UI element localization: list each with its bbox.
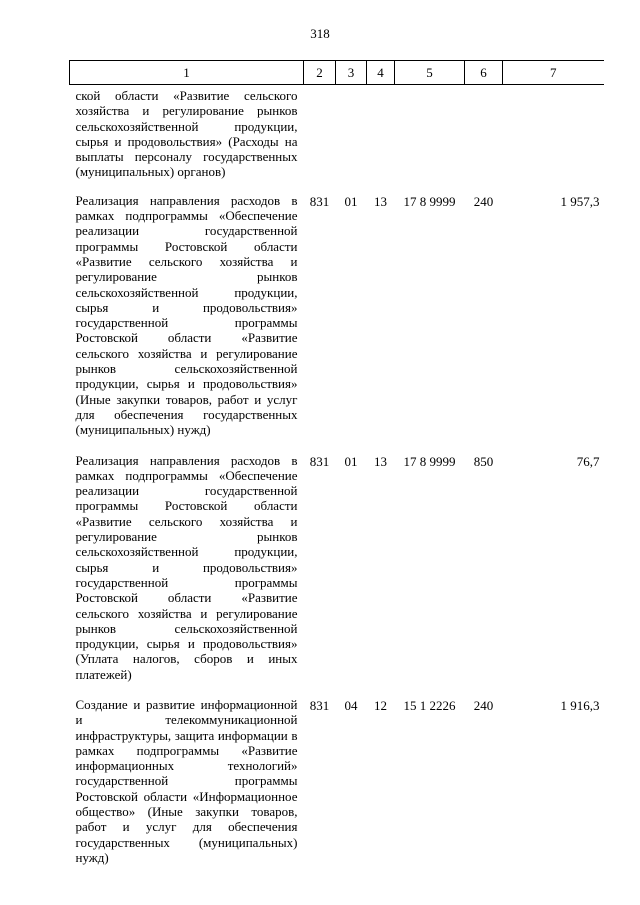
table-header — [70, 61, 604, 85]
cell-subsection — [367, 85, 395, 192]
cell-subsection: 13 — [374, 453, 387, 469]
cell-target-article: 15 1 2226 — [403, 697, 456, 713]
cell-amount: 1 957,3 — [560, 193, 600, 209]
page-number: 318 — [310, 26, 330, 41]
header-row — [70, 61, 604, 85]
row-description: Реализация направления расходов в рамках подпрограммы «Обеспечение реализации государственной программы Ростовской области «Развитие сельского хозяйства и регулирование рынков сельскохозяйственной продукции, сырья и продовольствия» государственной программы Ростовской области «Развитие сельского хозяйства и регулирование рынков сельскохозяйственной продукции, сырья и продовольствия» (Иные закупки товаров, работ и услуг для обеспечения государственных (муниципальных) нужд) — [75, 192, 298, 438]
cell-section: 01 — [344, 453, 358, 469]
cell-target-article: 17 8 9999 — [403, 453, 456, 469]
row-description: ской области «Развитие сельского хозяйства и регулирование рынков сельскохозяйственной продукции, сырья и продовольствия» (Расходы на выплаты персоналу государственных (муниципальных) органов) — [75, 88, 298, 180]
column-header-5: 5 — [395, 61, 465, 85]
table-row — [70, 85, 604, 192]
row-description: Создание и развитие информационной и телекоммуникационной инфраструктуры, защита информации в рамках подпрограммы «Развитие информационных технологий» государственной программы Ростовской области «Информационное общество» (Иные закупки товаров, работ и услуг для обеспечения государственных (муниципальных) нужд) — [75, 696, 298, 865]
budget-table — [69, 60, 604, 879]
cell-expense-type: 850 — [473, 453, 494, 469]
cell-ministry-code: 831 — [309, 697, 330, 713]
cell-expense-type — [465, 85, 503, 192]
table-row — [70, 452, 604, 696]
cell-amount — [503, 85, 604, 192]
column-header-2: 2 — [304, 61, 336, 85]
cell-expense-type: 240 — [473, 193, 494, 209]
cell-section: 04 — [344, 697, 358, 713]
table-row — [70, 696, 604, 879]
cell-ministry-code — [304, 85, 336, 192]
cell-subsection: 13 — [374, 193, 387, 209]
cell-amount: 76,7 — [576, 453, 600, 469]
cell-section — [336, 85, 367, 192]
cell-section: 01 — [344, 193, 358, 209]
row-description: Реализация направления расходов в рамках подпрограммы «Обеспечение реализации государственной программы Ростовской области «Развитие сельского хозяйства и регулирование рынков сельскохозяйственной продукции, сырья и продовольствия» государственной программы Ростовской области «Развитие сельского хозяйства и регулирование рынков сельскохозяйственной продукции, сырья и продовольствия» (Уплата налогов, сборов и иных платежей) — [75, 452, 298, 682]
column-header-6: 6 — [465, 61, 503, 85]
cell-ministry-code: 831 — [309, 453, 330, 469]
column-header-1: 1 — [70, 61, 304, 85]
cell-subsection: 12 — [374, 697, 387, 713]
cell-target-article — [395, 85, 465, 192]
column-header-4: 4 — [367, 61, 395, 85]
column-header-3: 3 — [336, 61, 367, 85]
cell-target-article: 17 8 9999 — [403, 193, 456, 209]
cell-ministry-code: 831 — [309, 193, 330, 209]
cell-amount: 1 916,3 — [560, 697, 600, 713]
table-row — [70, 192, 604, 452]
column-header-7: 7 — [503, 61, 604, 85]
cell-expense-type: 240 — [473, 697, 494, 713]
